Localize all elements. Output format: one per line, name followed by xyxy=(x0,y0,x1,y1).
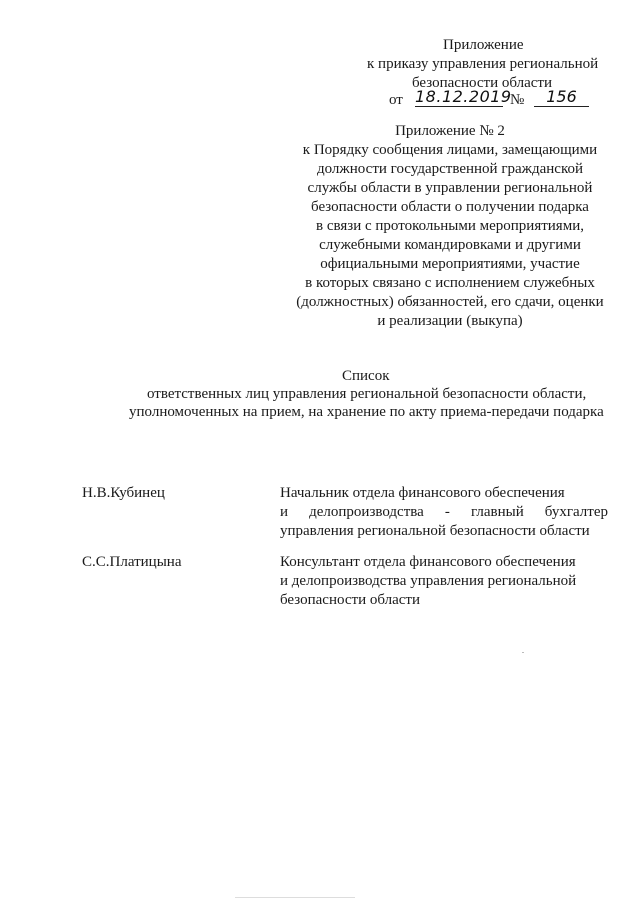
person-position xyxy=(280,553,576,610)
appendix2-line: служебными командировками и другими xyxy=(319,237,581,253)
appendix2-block xyxy=(280,122,620,331)
order-number-handwritten: 156 xyxy=(534,88,589,107)
person-name: Н.В.Кубинец xyxy=(82,485,165,501)
position-word: и xyxy=(280,504,289,520)
appendix2-line: службы области в управлении региональной xyxy=(307,180,593,196)
order-date-label: от xyxy=(389,92,403,108)
position-line: Начальник отдела финансового обеспечения xyxy=(280,485,565,501)
appendix2-line: официальными мероприятиями, участие xyxy=(320,256,580,272)
person-position xyxy=(280,484,608,541)
position-word: бухгалтер xyxy=(544,504,608,520)
appendix2-line: в которых связано с исполнением служебных xyxy=(305,275,595,291)
order-date-handwritten: 18.12.2019 xyxy=(415,87,512,106)
appendix2-line: в связи с протокольными мероприятиями, xyxy=(316,218,584,234)
position-word: делопроизводства xyxy=(309,504,424,520)
appendix-department-line: безопасности области xyxy=(412,75,552,91)
position-word: главный xyxy=(470,504,524,520)
list-subtitle-line1: ответственных лиц управления региональной безопасности области, xyxy=(147,386,587,402)
scan-speck xyxy=(522,652,524,653)
scan-speck xyxy=(235,897,355,898)
position-line: Консультант отдела финансового обеспечения xyxy=(280,554,576,570)
appendix2-line: безопасности области о получении подарка xyxy=(311,199,589,215)
appendix2-line: (должностных) обязанностей, его сдачи, оценки xyxy=(296,294,604,310)
person-name: С.С.Платицына xyxy=(82,554,182,570)
order-number-label: № xyxy=(510,92,525,108)
appendix2-title: Приложение № 2 xyxy=(395,123,505,139)
appendix2-line: и реализации (выкупа) xyxy=(377,313,523,329)
appendix-order-line: к приказу управления региональной xyxy=(367,56,599,72)
list-subtitle-line2: уполномоченных на прием, на хранение по акту приема-передачи подарка xyxy=(129,404,604,420)
list-title: Список xyxy=(342,368,390,384)
appendix2-line: к Порядку сообщения лицами, замещающими xyxy=(302,142,598,158)
position-line-justified xyxy=(280,503,608,522)
position-line: и делопроизводства управления региональной xyxy=(280,573,577,589)
appendix-title: Приложение xyxy=(443,37,524,53)
position-word: - xyxy=(444,504,450,520)
appendix2-line: должности государственной гражданской xyxy=(316,161,584,177)
position-line: управления региональной безопасности области xyxy=(280,523,590,539)
position-line: безопасности области xyxy=(280,592,420,608)
